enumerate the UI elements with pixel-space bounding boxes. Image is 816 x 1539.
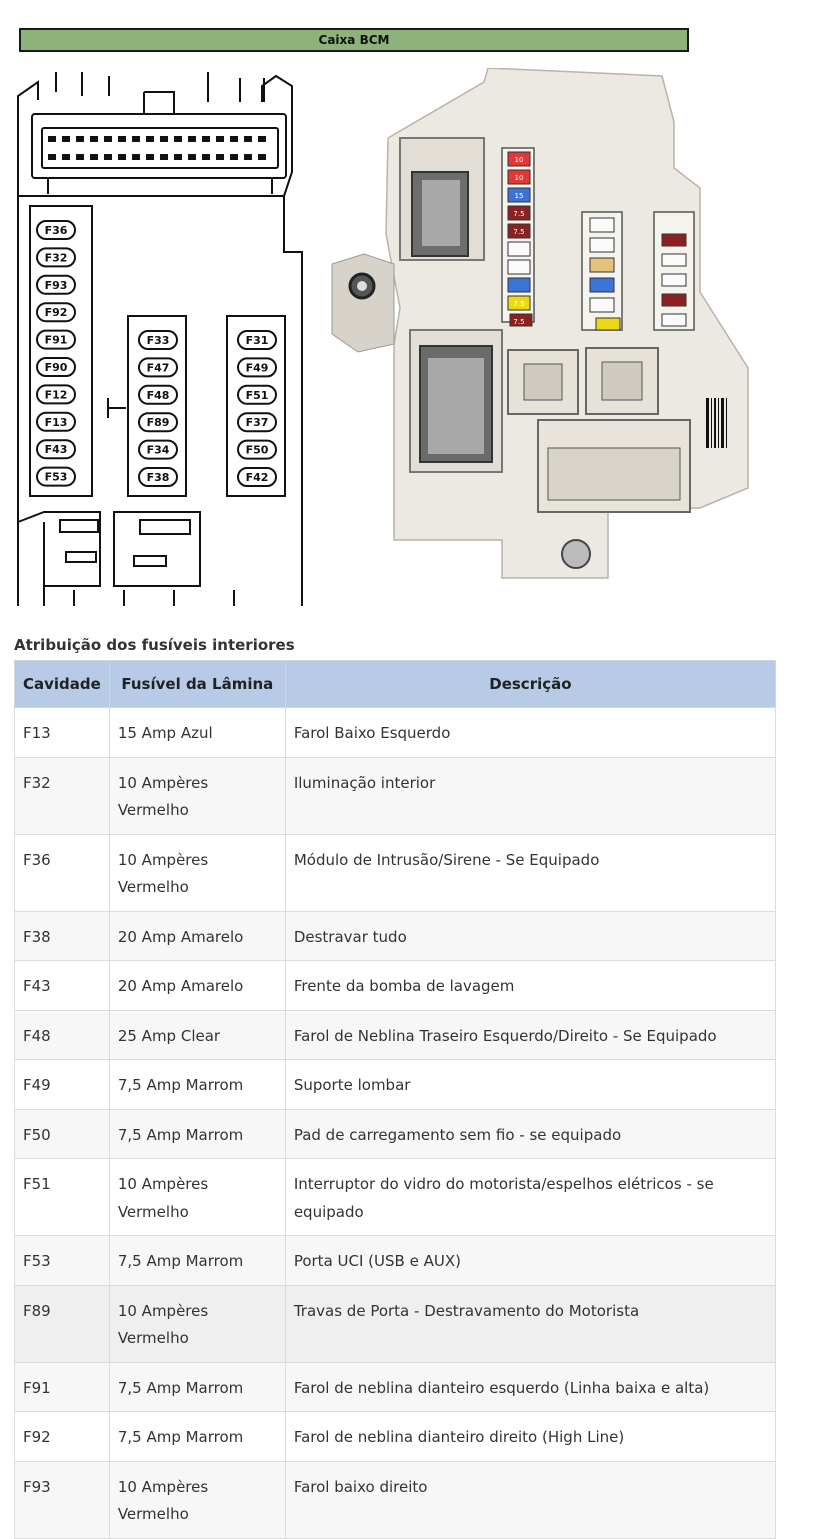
cell-description: Farol Baixo Esquerdo	[285, 708, 775, 758]
cell-blade-fuse: 10 Ampères Vermelho	[109, 1285, 285, 1362]
cell-cavity: F53	[15, 1236, 110, 1286]
cell-description: Farol de neblina dianteiro esquerdo (Linha baixa e alta)	[285, 1362, 775, 1412]
cell-blade-fuse: 20 Amp Amarelo	[109, 911, 285, 961]
fuse-label: F50	[245, 443, 269, 457]
cell-description: Porta UCI (USB e AUX)	[285, 1236, 775, 1286]
fuse-label: F89	[146, 416, 170, 430]
header-blade-fuse: Fusível da Lâmina	[109, 661, 285, 708]
cell-cavity: F92	[15, 1412, 110, 1462]
cell-description: Módulo de Intrusão/Sirene - Se Equipado	[285, 834, 775, 911]
table-row	[15, 1412, 776, 1462]
photo-fuse-label: 7.5	[513, 228, 525, 236]
fuse-label: F91	[44, 333, 68, 347]
bcm-module-photo	[328, 68, 760, 580]
cell-cavity: F36	[15, 834, 110, 911]
section-title: Atribuição dos fusíveis interiores	[14, 636, 295, 654]
cell-description: Travas de Porta - Destravamento do Motorista	[285, 1285, 775, 1362]
fuse-box-diagram	[14, 72, 306, 606]
fuse-label: F36	[44, 224, 68, 237]
fuse-label: F90	[44, 361, 68, 374]
cell-description: Destravar tudo	[285, 911, 775, 961]
fuse-label: F43	[44, 443, 68, 457]
cell-blade-fuse: 7,5 Amp Marrom	[109, 1412, 285, 1462]
fuse-label: F51	[245, 388, 269, 402]
caixa-bcm-banner	[19, 28, 689, 52]
cell-cavity: F51	[15, 1159, 110, 1236]
cell-description: Frente da bomba de lavagem	[285, 961, 775, 1011]
cell-description: Iluminação interior	[285, 757, 775, 834]
fuse-label: F37	[245, 416, 269, 430]
photo-fuse-label: 15	[514, 192, 524, 200]
table-row	[15, 1109, 776, 1159]
table-row	[15, 1461, 776, 1538]
table-row	[15, 1010, 776, 1060]
fuse-label: F33	[146, 334, 170, 347]
cell-blade-fuse: 7,5 Amp Marrom	[109, 1236, 285, 1286]
table-row	[15, 1159, 776, 1236]
table-row	[15, 1362, 776, 1412]
cell-blade-fuse: 10 Ampères Vermelho	[109, 1159, 285, 1236]
cell-blade-fuse: 10 Ampères Vermelho	[109, 1461, 285, 1538]
cell-blade-fuse: 20 Amp Amarelo	[109, 961, 285, 1011]
fuse-label: F38	[146, 471, 170, 484]
fuse-label: F31	[245, 334, 269, 347]
cell-cavity: F89	[15, 1285, 110, 1362]
cell-cavity: F49	[15, 1060, 110, 1110]
fuse-label: F13	[44, 415, 68, 429]
photo-fuse-label: 10	[514, 156, 524, 164]
cell-blade-fuse: 15 Amp Azul	[109, 708, 285, 758]
fuse-label: F93	[44, 278, 68, 292]
fuse-label: F12	[44, 388, 68, 402]
cell-blade-fuse: 7,5 Amp Marrom	[109, 1362, 285, 1412]
photo-fuse-label: 10	[514, 174, 524, 182]
table-row	[15, 911, 776, 961]
cell-blade-fuse: 10 Ampères Vermelho	[109, 757, 285, 834]
fuse-label: F92	[44, 306, 68, 320]
photo-fuse-label: 7.5	[513, 210, 525, 218]
cell-cavity: F43	[15, 961, 110, 1011]
cell-cavity: F50	[15, 1109, 110, 1159]
fuse-label: F32	[44, 251, 68, 265]
cell-description: Interruptor do vidro do motorista/espelhos elétricos - se equipado	[285, 1159, 775, 1236]
table-row	[15, 1236, 776, 1286]
fuse-assignment-table	[14, 660, 776, 1539]
cell-blade-fuse: 10 Ampères Vermelho	[109, 834, 285, 911]
header-description: Descrição	[285, 661, 775, 708]
banner-title: Caixa BCM	[318, 33, 390, 47]
cell-cavity: F38	[15, 911, 110, 961]
cell-cavity: F13	[15, 708, 110, 758]
fuse-label: F47	[146, 361, 170, 375]
cell-description: Pad de carregamento sem fio - se equipado	[285, 1109, 775, 1159]
cell-blade-fuse: 25 Amp Clear	[109, 1010, 285, 1060]
fuse-label: F34	[146, 443, 170, 457]
fuse-label: F42	[245, 471, 269, 484]
cell-cavity: F91	[15, 1362, 110, 1412]
table-row	[15, 708, 776, 758]
table-header-row	[15, 661, 776, 708]
photo-fuse-label: 7.5	[513, 318, 525, 326]
cell-description: Farol baixo direito	[285, 1461, 775, 1538]
header-cavity: Cavidade	[15, 661, 110, 708]
cell-description: Farol de Neblina Traseiro Esquerdo/Direito - Se Equipado	[285, 1010, 775, 1060]
photo-fuse-label: 7.5	[513, 300, 525, 308]
table-row	[15, 834, 776, 911]
cell-blade-fuse: 7,5 Amp Marrom	[109, 1109, 285, 1159]
fuse-label: F48	[146, 388, 170, 402]
table-row	[15, 757, 776, 834]
cell-description: Farol de neblina dianteiro direito (High Line)	[285, 1412, 775, 1462]
cell-blade-fuse: 7,5 Amp Marrom	[109, 1060, 285, 1110]
fuse-label: F53	[44, 470, 68, 484]
cell-description: Suporte lombar	[285, 1060, 775, 1110]
table-row	[15, 1060, 776, 1110]
cell-cavity: F48	[15, 1010, 110, 1060]
cell-cavity: F93	[15, 1461, 110, 1538]
table-row	[15, 961, 776, 1011]
cell-cavity: F32	[15, 757, 110, 834]
table-row	[15, 1285, 776, 1362]
fuse-label: F49	[245, 361, 269, 375]
